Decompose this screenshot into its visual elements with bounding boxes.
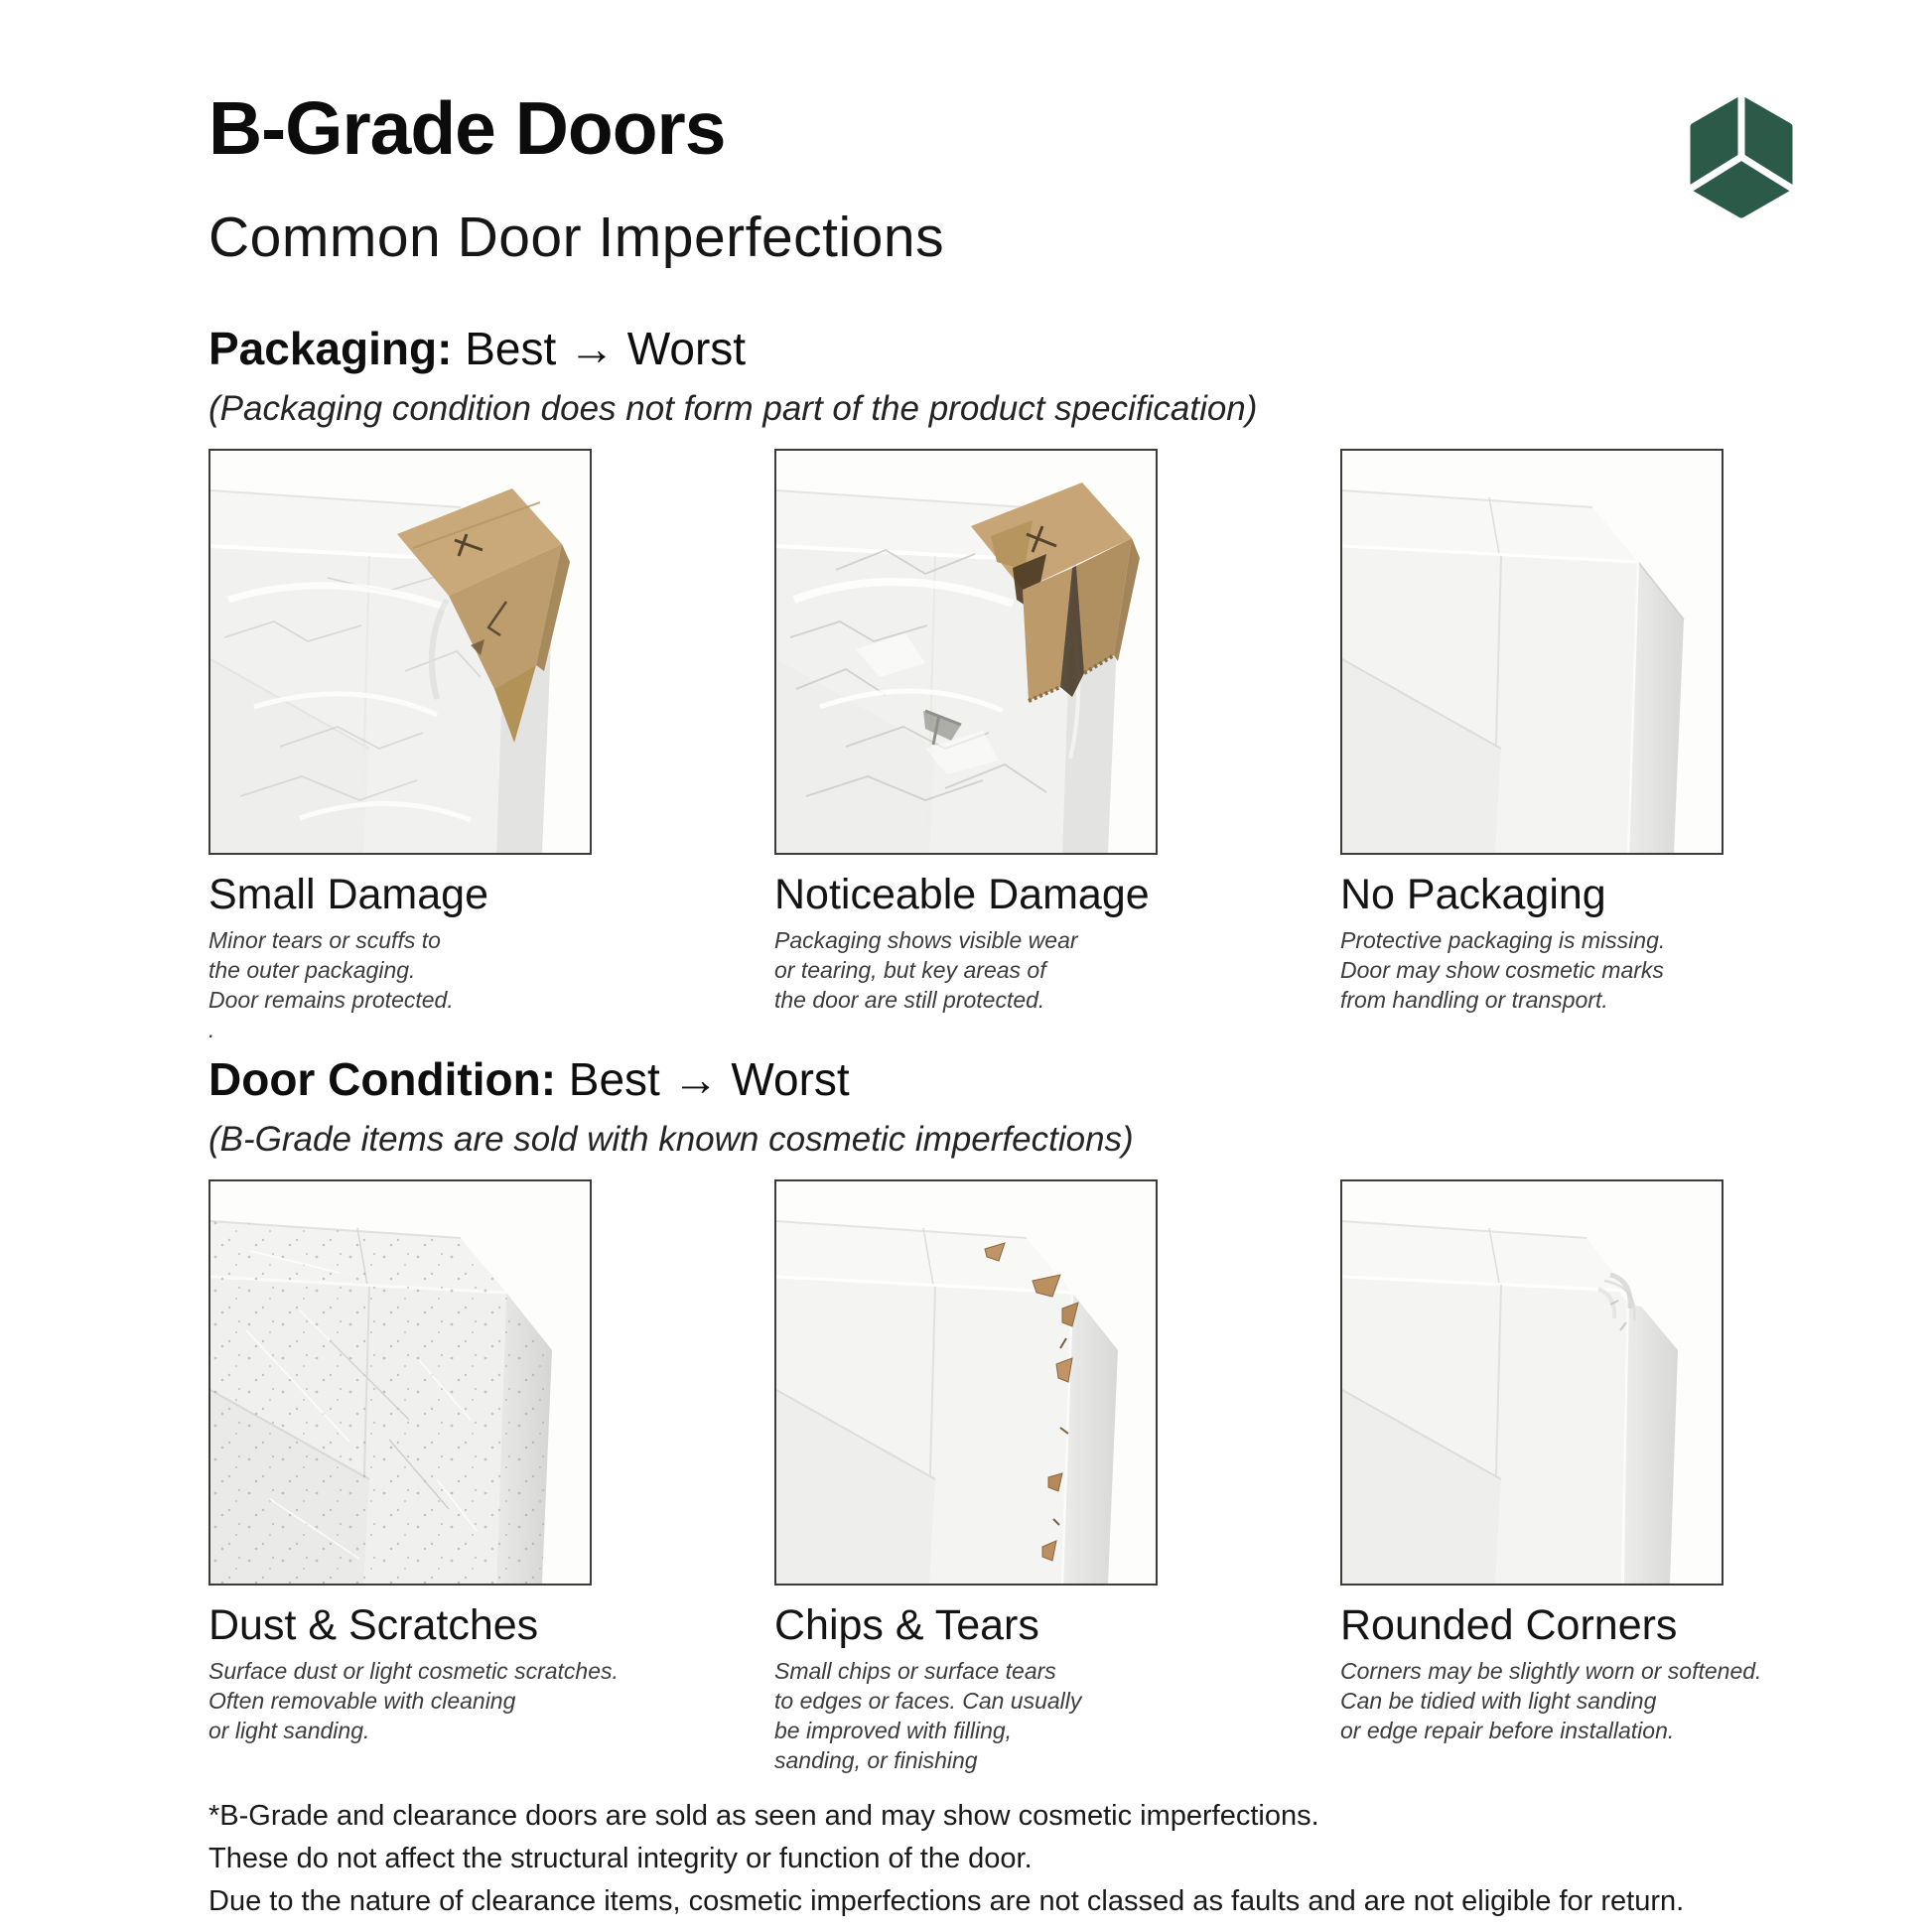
- card-chips-tears: [774, 1179, 1158, 1775]
- description-line: Packaging shows visible wear: [774, 927, 1078, 953]
- door-photo-noticeable-damage: [776, 451, 1156, 853]
- description-line: Corners may be slightly worn or softened.: [1340, 1658, 1762, 1684]
- section-door-condition: [208, 1052, 1762, 1775]
- card-title: Dust & Scratches: [208, 1601, 539, 1649]
- description-line: be improved with filling,: [774, 1718, 1013, 1743]
- footer-line: These do not affect the structural integrity or function of the door.: [208, 1843, 1033, 1874]
- description-line: Door remains protected.: [208, 987, 454, 1013]
- card-caption: [208, 1601, 619, 1745]
- section-heading-bold: Packaging:: [208, 323, 453, 374]
- packaging-photo-grid: [208, 449, 1733, 1044]
- card-caption: [774, 871, 1158, 1015]
- photo-frame: [774, 1179, 1158, 1586]
- card-caption: [774, 1601, 1158, 1775]
- card-description: [774, 1656, 1158, 1775]
- card-small-damage: [208, 449, 592, 1044]
- description-line: the outer packaging.: [208, 957, 416, 983]
- door-photo-dust-scratches: [210, 1181, 590, 1584]
- card-description: [1340, 925, 1724, 1015]
- description-line: sanding, or finishing: [774, 1747, 978, 1773]
- photo-frame: [208, 449, 592, 855]
- card-caption: [1340, 1601, 1762, 1745]
- door-condition-photo-grid: [208, 1179, 1762, 1775]
- packaging-section-heading: [208, 322, 1733, 375]
- card-description: [208, 1656, 619, 1745]
- description-line: Door may show cosmetic marks: [1340, 957, 1664, 983]
- door-photo-chips-tears: [776, 1181, 1156, 1584]
- description-line: Minor tears or scuffs to: [208, 927, 441, 953]
- door-photo-rounded-corners: [1342, 1181, 1722, 1584]
- card-caption: [1340, 871, 1724, 1015]
- description-line: Often removable with cleaning: [208, 1688, 516, 1714]
- footer-line: Due to the nature of clearance items, cosmetic imperfections are not classed as faults and are not eligible for return.: [208, 1885, 1685, 1917]
- packaging-section-note: (Packaging condition does not form part of the product specification): [208, 389, 1258, 428]
- card-dust-scratches: [208, 1179, 619, 1775]
- section-heading-rest: Best → Worst: [568, 1053, 850, 1105]
- section-packaging: [208, 322, 1733, 1044]
- card-description: [208, 925, 592, 1044]
- card-title: Small Damage: [208, 871, 488, 918]
- card-title: No Packaging: [1340, 871, 1606, 918]
- card-description: [774, 925, 1158, 1015]
- card-description: [1340, 1656, 1762, 1745]
- description-line: Surface dust or light cosmetic scratches.: [208, 1658, 619, 1684]
- photo-frame: [1340, 449, 1724, 855]
- description-line: Can be tidied with light sanding: [1340, 1688, 1657, 1714]
- card-no-packaging: [1340, 449, 1724, 1044]
- page-subtitle: Common Door Imperfections: [208, 206, 945, 269]
- section-heading-bold: Door Condition:: [208, 1053, 557, 1105]
- card-rounded-corners: [1340, 1179, 1762, 1775]
- door-photo-small-damage: [210, 451, 590, 853]
- description-line: or light sanding.: [208, 1718, 370, 1743]
- door-condition-section-note: (B-Grade items are sold with known cosmetic imperfections): [208, 1120, 1134, 1159]
- cube-logo-icon: [1676, 91, 1807, 222]
- description-line: to edges or faces. Can usually: [774, 1688, 1082, 1714]
- description-line: Small chips or surface tears: [774, 1658, 1056, 1684]
- card-title: Rounded Corners: [1340, 1601, 1678, 1649]
- page-title: B-Grade Doors: [208, 86, 726, 170]
- photo-frame: [774, 449, 1158, 855]
- description-line: or edge repair before installation.: [1340, 1718, 1675, 1743]
- description-line: from handling or transport.: [1340, 987, 1608, 1013]
- description-line: or tearing, but key areas of: [774, 957, 1046, 983]
- photo-frame: [208, 1179, 592, 1586]
- card-caption: [208, 871, 592, 1044]
- description-line: Protective packaging is missing.: [1340, 927, 1666, 953]
- card-title: Noticeable Damage: [774, 871, 1150, 918]
- door-photo-no-packaging: [1342, 451, 1722, 853]
- cube-logo-icon: [1676, 91, 1807, 222]
- footer-disclaimer: [208, 1795, 1733, 1923]
- description-line: .: [208, 1017, 215, 1042]
- card-title: Chips & Tears: [774, 1601, 1039, 1649]
- worn-corner-door: [1342, 1221, 1678, 1584]
- description-line: the door are still protected.: [774, 987, 1045, 1013]
- section-heading-rest: Best → Worst: [465, 323, 747, 374]
- door-condition-section-heading: [208, 1052, 1733, 1106]
- photo-frame: [1340, 1179, 1724, 1586]
- footer-line: *B-Grade and clearance doors are sold as seen and may show cosmetic imperfections.: [208, 1800, 1319, 1832]
- card-noticeable-damage: [774, 449, 1158, 1044]
